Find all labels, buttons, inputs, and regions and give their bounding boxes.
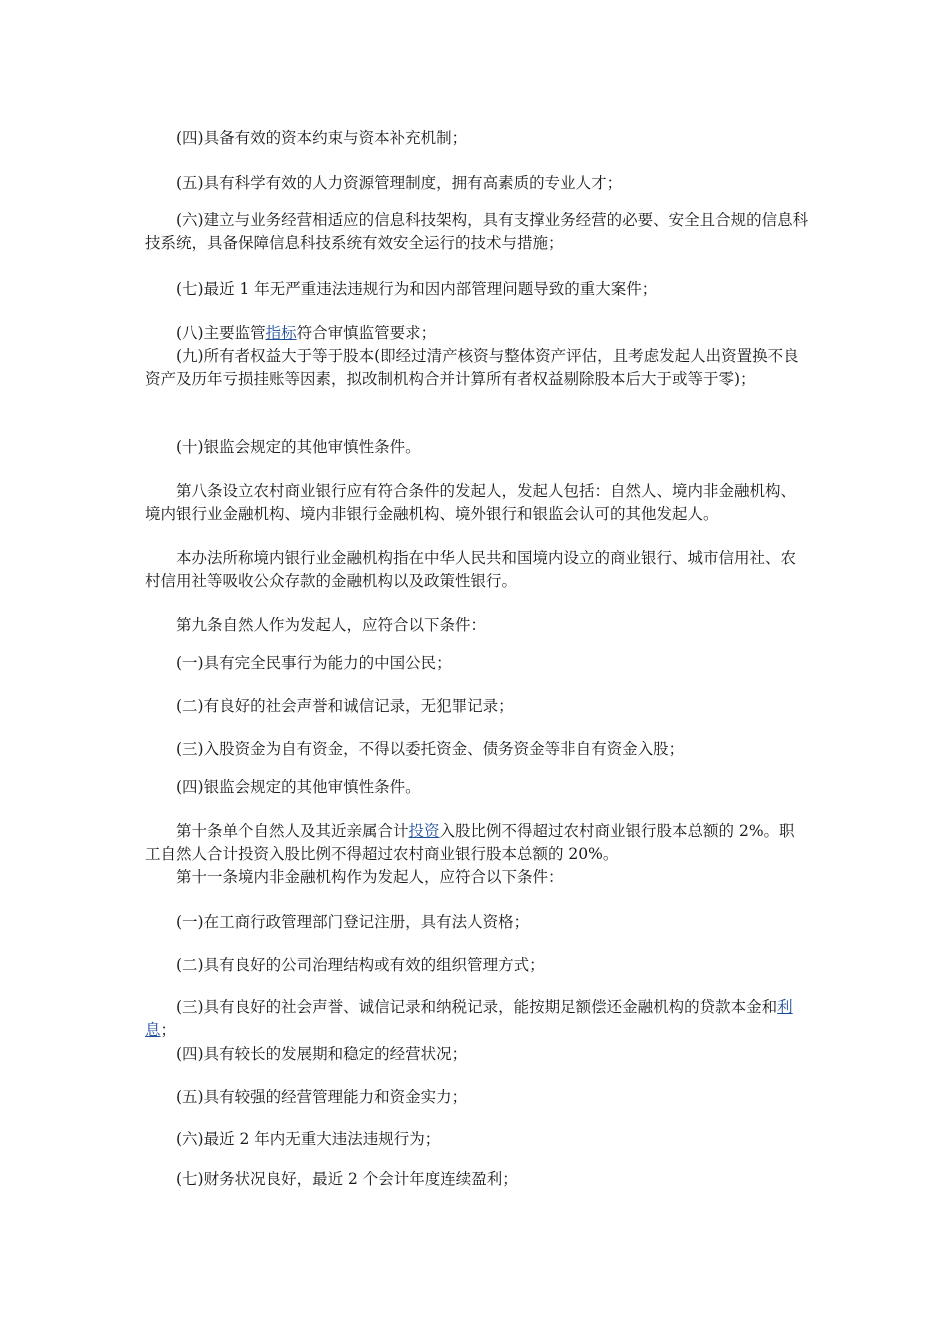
paragraph-22: (六)最近 2 年内无重大违法违规行为； — [176, 1130, 441, 1148]
paragraph-20: (四)具有较长的发展期和稳定的经营状况； — [176, 1045, 468, 1063]
paragraph-2: (五)具有科学有效的人力资源管理制度，拥有高素质的专业人才； — [176, 174, 623, 192]
paragraph-23: (七)财务状况良好，最近 2 个会计年度连续盈利； — [176, 1170, 518, 1188]
paragraph-12: (二)有良好的社会声誉和诚信记录，无犯罪记录； — [176, 697, 514, 715]
paragraph-10: 第九条自然人作为发起人，应符合以下条件： — [176, 616, 487, 634]
paragraph-1: (四)具备有效的资本约束与资本补充机制； — [176, 129, 468, 147]
paragraph-14: (四)银监会规定的其他审慎性条件。 — [176, 778, 421, 796]
paragraph-19: (三)具有良好的社会声誉、诚信记录和纳税记录，能按期足额偿还金融机构的贷款本金和利息； — [145, 998, 793, 1039]
paragraph-15: 第十条单个自然人及其近亲属合计投资入股比例不得超过农村商业银行股本总额的 2%。职工自然人合计投资入股比例不得超过农村商业银行股本总额的 20%。 — [145, 822, 795, 863]
paragraph-7: (十)银监会规定的其他审慎性条件。 — [176, 438, 421, 456]
paragraph-8: 第八条设立农村商业银行应有符合条件的发起人，发起人包括：自然人、境内非金融机构、境内银行业金融机构、境内非银行金融机构、境外银行和银监会认可的其他发起人。 — [145, 482, 797, 523]
paragraph-11: (一)具有完全民事行为能力的中国公民； — [176, 654, 452, 672]
paragraph-21: (五)具有较强的经营管理能力和资金实力； — [176, 1088, 468, 1106]
paragraph-18: (二)具有良好的公司治理结构或有效的组织管理方式； — [176, 956, 545, 974]
paragraph-16: 第十一条境内非金融机构作为发起人，应符合以下条件： — [176, 868, 564, 886]
link-touzi[interactable]: 投资 — [408, 822, 440, 840]
paragraph-6: (九)所有者权益大于等于股本(即经过清产核资与整体资产评估，且考虑发起人出资置换不良资产及历年亏损挂账等因素，拟改制机构合并计算所有者权益剔除股本后大于或等于零)； — [145, 347, 799, 388]
paragraph-5: (八)主要监管指标符合审慎监管要求； — [176, 324, 437, 342]
paragraph-17: (一)在工商行政管理部门登记注册，具有法人资格； — [176, 913, 530, 931]
paragraph-13: (三)入股资金为自有资金，不得以委托资金、债务资金等非自有资金入股； — [176, 740, 685, 758]
paragraph-4: (七)最近 1 年无严重违法违规行为和因内部管理问题导致的重大案件； — [176, 280, 658, 298]
paragraph-9: 本办法所称境内银行业金融机构指在中华人民共和国境内设立的商业银行、城市信用社、农村信用社等吸收公众存款的金融机构以及政策性银行。 — [145, 549, 797, 590]
paragraph-3: (六)建立与业务经营相适应的信息科技架构，具有支撑业务经营的必要、安全且合规的信息科技系统，具备保障信息科技系统有效安全运行的技术与措施； — [145, 211, 809, 252]
link-lixi[interactable]: 利息 — [145, 998, 793, 1039]
link-zhibiao[interactable]: 指标 — [265, 324, 297, 342]
